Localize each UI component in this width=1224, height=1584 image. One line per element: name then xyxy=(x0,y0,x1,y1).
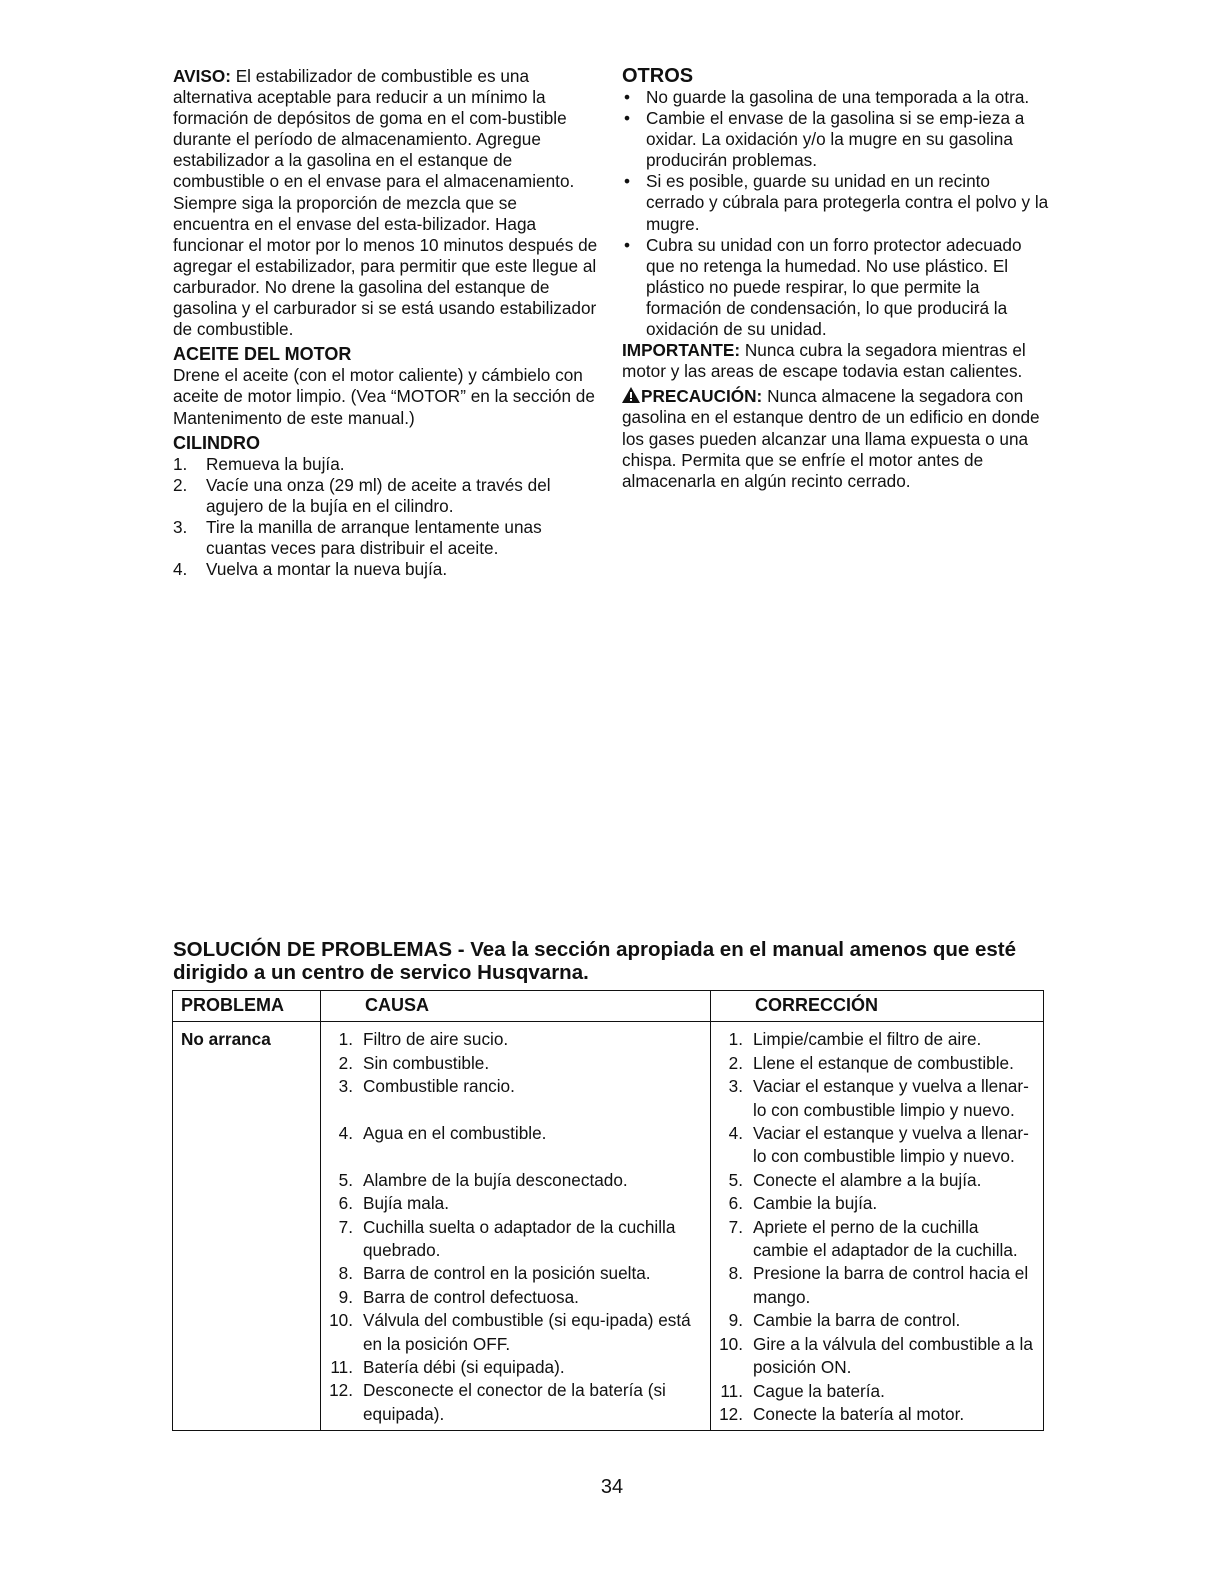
step-text: Tire la manilla de arranque lentamente unas cuantas veces para distribuir el aceite. xyxy=(206,516,542,559)
importante-text: Nunca cubra la segadora mientras el motor y las areas de escape todavia estan calientes. xyxy=(622,340,1026,382)
list-item xyxy=(622,87,1050,108)
list-item: 7. Cuchilla suelta o adaptador de la cuchilla quebrado. xyxy=(338,1216,676,1261)
header-causa: CAUSA xyxy=(321,991,711,1022)
page-number: 34 xyxy=(600,1476,624,1498)
causa-cell xyxy=(321,1022,711,1431)
list-item: 12. Conecte la batería al motor. xyxy=(719,1403,965,1424)
list-item: 9. Barra de control defectuosa. xyxy=(338,1286,579,1307)
list-item: 2. Llene el estanque de combustible. xyxy=(728,1052,1014,1073)
list-item: 3. Vaciar el estanque y vuelva a llenar-lo con combustible limpio y nuevo. xyxy=(728,1076,1029,1120)
cilindro-step xyxy=(173,454,598,475)
list-item: 3. Combustible rancio. xyxy=(338,1076,515,1097)
otros-item-text: Cambie el envase de la gasolina si se emp-ieza a oxidar. La oxidación y/o la mugre en su gasolina producirán problemas. xyxy=(646,108,1025,171)
step-text: Remueva la bujía. xyxy=(206,453,345,474)
cilindro-heading: CILINDRO xyxy=(173,432,260,453)
otros-item-text: Cubra su unidad con un forro protector adecuado que no retenga la humedad. No use plástico. El plástico no puede respirar, lo que permite la formación de condensación, lo que producirá la oxidación de su unidad. xyxy=(646,234,1022,340)
list-item: 10. Válvula del combustible (si equ-ipada) está en la posición OFF. xyxy=(329,1310,691,1354)
precaucion-paragraph xyxy=(622,386,1050,491)
list-item: 6. Bujía mala. xyxy=(338,1193,449,1214)
step-text: Vacíe una onza (29 ml) de aceite a través del agujero de la bujía en el cilindro. xyxy=(206,474,551,516)
list-item: 11. Batería débi (si equipada). xyxy=(330,1357,565,1378)
correccion-cell xyxy=(711,1022,1044,1431)
list-item: 5. Alambre de la bujía desconectado. xyxy=(338,1169,628,1190)
troubleshooting-heading: SOLUCIÓN DE PROBLEMAS - Vea la sección apropiada en el manual amenos que esté dirigido a un centro de servico Husqvarna. xyxy=(173,938,1017,984)
list-item: 10. Gire a la válvula del combustible a la posición ON. xyxy=(719,1333,1033,1378)
list-item: 8. Presione la barra de control hacia el mango. xyxy=(728,1263,1029,1307)
list-item xyxy=(622,171,1050,234)
table-row xyxy=(173,1022,1044,1431)
correccion-list xyxy=(719,1028,1035,1426)
precaucion-text: Nunca almacene la segadora con gasolina en el estanque dentro de un edificio en donde los gases pueden alcanzar una llama expuesta o una chispa. Permita que se enfríe el motor antes de almacenarla en algún recinto cerrado. xyxy=(622,386,1040,491)
cilindro-step xyxy=(173,475,598,517)
aviso-text: El estabilizador de combustible es una alternativa aceptable para reducir a un mínimo la formación de depósitos de goma en el com-bustible durante el período de almacenamiento. Agregue estabilizador a la gasolina en el estanque de combustible o en el envase para el almacenamiento. Siempre siga la proporción de mezcla que se encuentra en el envase del esta-bilizador. Haga funcionar el motor por lo menos 10 minutos después de agregar el estabilizador, para permitir que este llegue al carburador. No drene la gasolina del estanque de gasolina y el carburador si se está usando estabilizador de combustible. xyxy=(173,66,598,340)
bullet-icon: • xyxy=(624,87,631,107)
header-problema: PROBLEMA xyxy=(173,991,321,1022)
step-number: 4. xyxy=(173,559,188,580)
cilindro-steps xyxy=(173,454,598,581)
list-item: 6. Cambie la bujía. xyxy=(728,1193,878,1214)
step-number: 3. xyxy=(173,516,188,537)
problema-cell: No arranca xyxy=(173,1022,321,1431)
otros-item-text: No guarde la gasolina de una temporada a la otra. xyxy=(646,87,1030,107)
step-number: 2. xyxy=(173,474,188,495)
importante-label: IMPORTANTE: xyxy=(622,340,741,361)
aviso-label: AVISO: xyxy=(173,66,231,86)
header-correccion: CORRECCIÓN xyxy=(711,991,1044,1022)
step-number: 1. xyxy=(173,453,188,474)
list-item xyxy=(622,235,1050,340)
bullet-icon: • xyxy=(624,234,631,255)
aceite-text: Drene el aceite (con el motor caliente) y cámbielo con aceite de motor limpio. (Vea “MOTOR” en la sección de Mantenimento de este manual.) xyxy=(173,365,595,428)
precaucion-label: PRECAUCIÓN: xyxy=(641,386,763,407)
importante-paragraph xyxy=(622,340,1050,382)
otros-heading: OTROS xyxy=(622,65,694,87)
list-item: 2. Sin combustible. xyxy=(338,1052,490,1073)
list-item: 5. Conecte el alambre a la bujía. xyxy=(728,1169,982,1190)
aviso-paragraph xyxy=(173,66,598,340)
aceite-heading: ACEITE DEL MOTOR xyxy=(173,344,352,365)
list-item xyxy=(622,108,1050,171)
list-item: 9. Cambie la barra de control. xyxy=(728,1310,961,1331)
cilindro-step xyxy=(173,559,598,580)
list-item: 1. Limpie/cambie el filtro de aire. xyxy=(728,1029,982,1050)
right-column xyxy=(622,66,1050,492)
table-header-row xyxy=(173,991,1044,1022)
causa-list xyxy=(329,1028,702,1426)
otros-item-text: Si es posible, guarde su unidad en un recinto cerrado y cúbrala para protegerla contra el polvo y la mugre. xyxy=(646,171,1049,234)
step-text: Vuelva a montar la nueva bujía. xyxy=(206,559,448,580)
list-item: 1. Filtro de aire sucio. xyxy=(338,1029,509,1050)
warning-triangle-icon xyxy=(622,387,640,403)
left-column xyxy=(173,66,598,580)
bullet-icon: • xyxy=(624,171,631,192)
list-item: 4. Agua en el combustible. xyxy=(338,1123,547,1144)
cilindro-step xyxy=(173,517,598,559)
list-item: 11. Cague la batería. xyxy=(720,1380,885,1401)
list-item: 4. Vaciar el estanque y vuelva a llenar-lo con combustible limpio y nuevo. xyxy=(728,1123,1029,1167)
otros-list xyxy=(622,87,1050,340)
list-item: 8. Barra de control en la posición suelta. xyxy=(338,1263,651,1284)
troubleshooting-table xyxy=(172,990,1044,1431)
list-item: 7. Apriete el perno de la cuchilla cambie el adaptador de la cuchilla. xyxy=(728,1216,1018,1261)
bullet-icon: • xyxy=(624,108,631,129)
list-item: 12. Desconecte el conector de la batería (si equipada). xyxy=(329,1380,666,1424)
